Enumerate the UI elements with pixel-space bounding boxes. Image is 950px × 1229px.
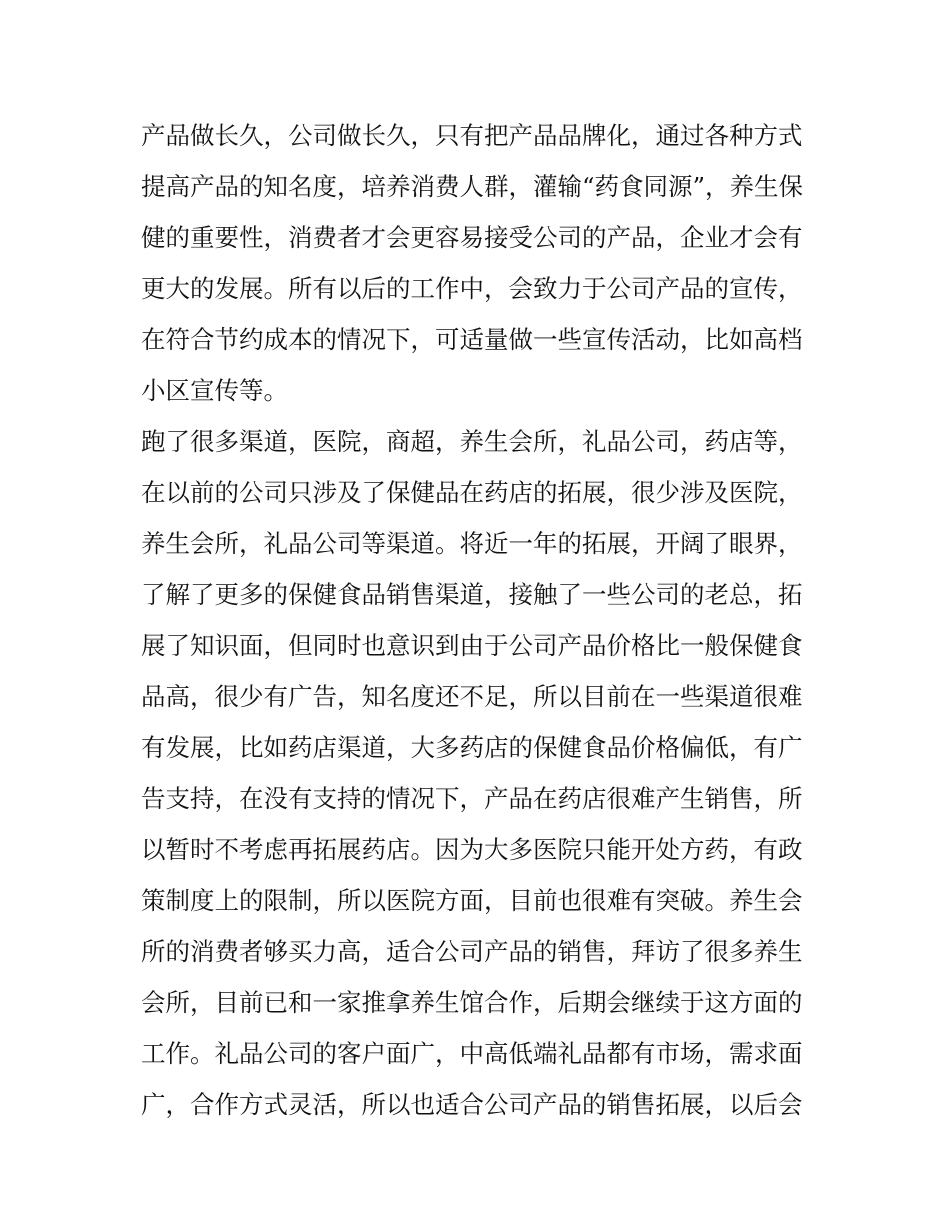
paragraph-2: [141, 416, 821, 1130]
text-line: 会所，目前已和一家推拿养生馆合作，后期会继续于这方面的: [141, 988, 803, 1017]
paragraph-1: [141, 110, 821, 416]
document-body: [141, 110, 821, 1130]
text-line: 更大的发展。所有以后的工作中，会致力于公司产品的宣传，: [141, 274, 803, 303]
text-line: 健的重要性，消费者才会更容易接受公司的产品，企业才会有: [141, 223, 803, 252]
text-line: 了解了更多的保健食品销售渠道，接触了一些公司的老总，拓: [141, 580, 803, 609]
text-line: 在以前的公司只涉及了保健品在药店的拓展，很少涉及医院，: [141, 478, 803, 507]
text-line: 所的消费者够买力高，适合公司产品的销售，拜访了很多养生: [141, 937, 803, 966]
text-line: 展了知识面，但同时也意识到由于公司产品价格比一般保健食: [141, 631, 803, 660]
text-line: 在符合节约成本的情况下，可适量做一些宣传活动，比如高档: [141, 325, 803, 354]
text-line: 广，合作方式灵活，所以也适合公司产品的销售拓展，以后会: [141, 1090, 803, 1119]
text-line: 有发展，比如药店渠道，大多药店的保健食品价格偏低，有广: [141, 733, 803, 762]
text-line: 工作。礼品公司的客户面广，中高低端礼品都有市场，需求面: [141, 1039, 803, 1068]
text-line: 告支持，在没有支持的情况下，产品在药店很难产生销售，所: [141, 784, 803, 813]
text-line: 产品做长久，公司做长久，只有把产品品牌化，通过各种方式: [141, 121, 803, 150]
text-line: 以暂时不考虑再拓展药店。因为大多医院只能开处方药，有政: [141, 835, 803, 864]
text-line: 品高，很少有广告，知名度还不足，所以目前在一些渠道很难: [141, 682, 803, 711]
text-line: 策制度上的限制，所以医院方面，目前也很难有突破。养生会: [141, 886, 803, 915]
text-line: 提高产品的知名度，培养消费人群，灌输“药食同源”，养生保: [141, 172, 804, 201]
text-line: 养生会所，礼品公司等渠道。将近一年的拓展，开阔了眼界，: [141, 529, 803, 558]
text-line: 跑了很多渠道，医院，商超，养生会所，礼品公司，药店等，: [141, 427, 803, 456]
text-line: 小区宣传等。: [141, 376, 288, 405]
